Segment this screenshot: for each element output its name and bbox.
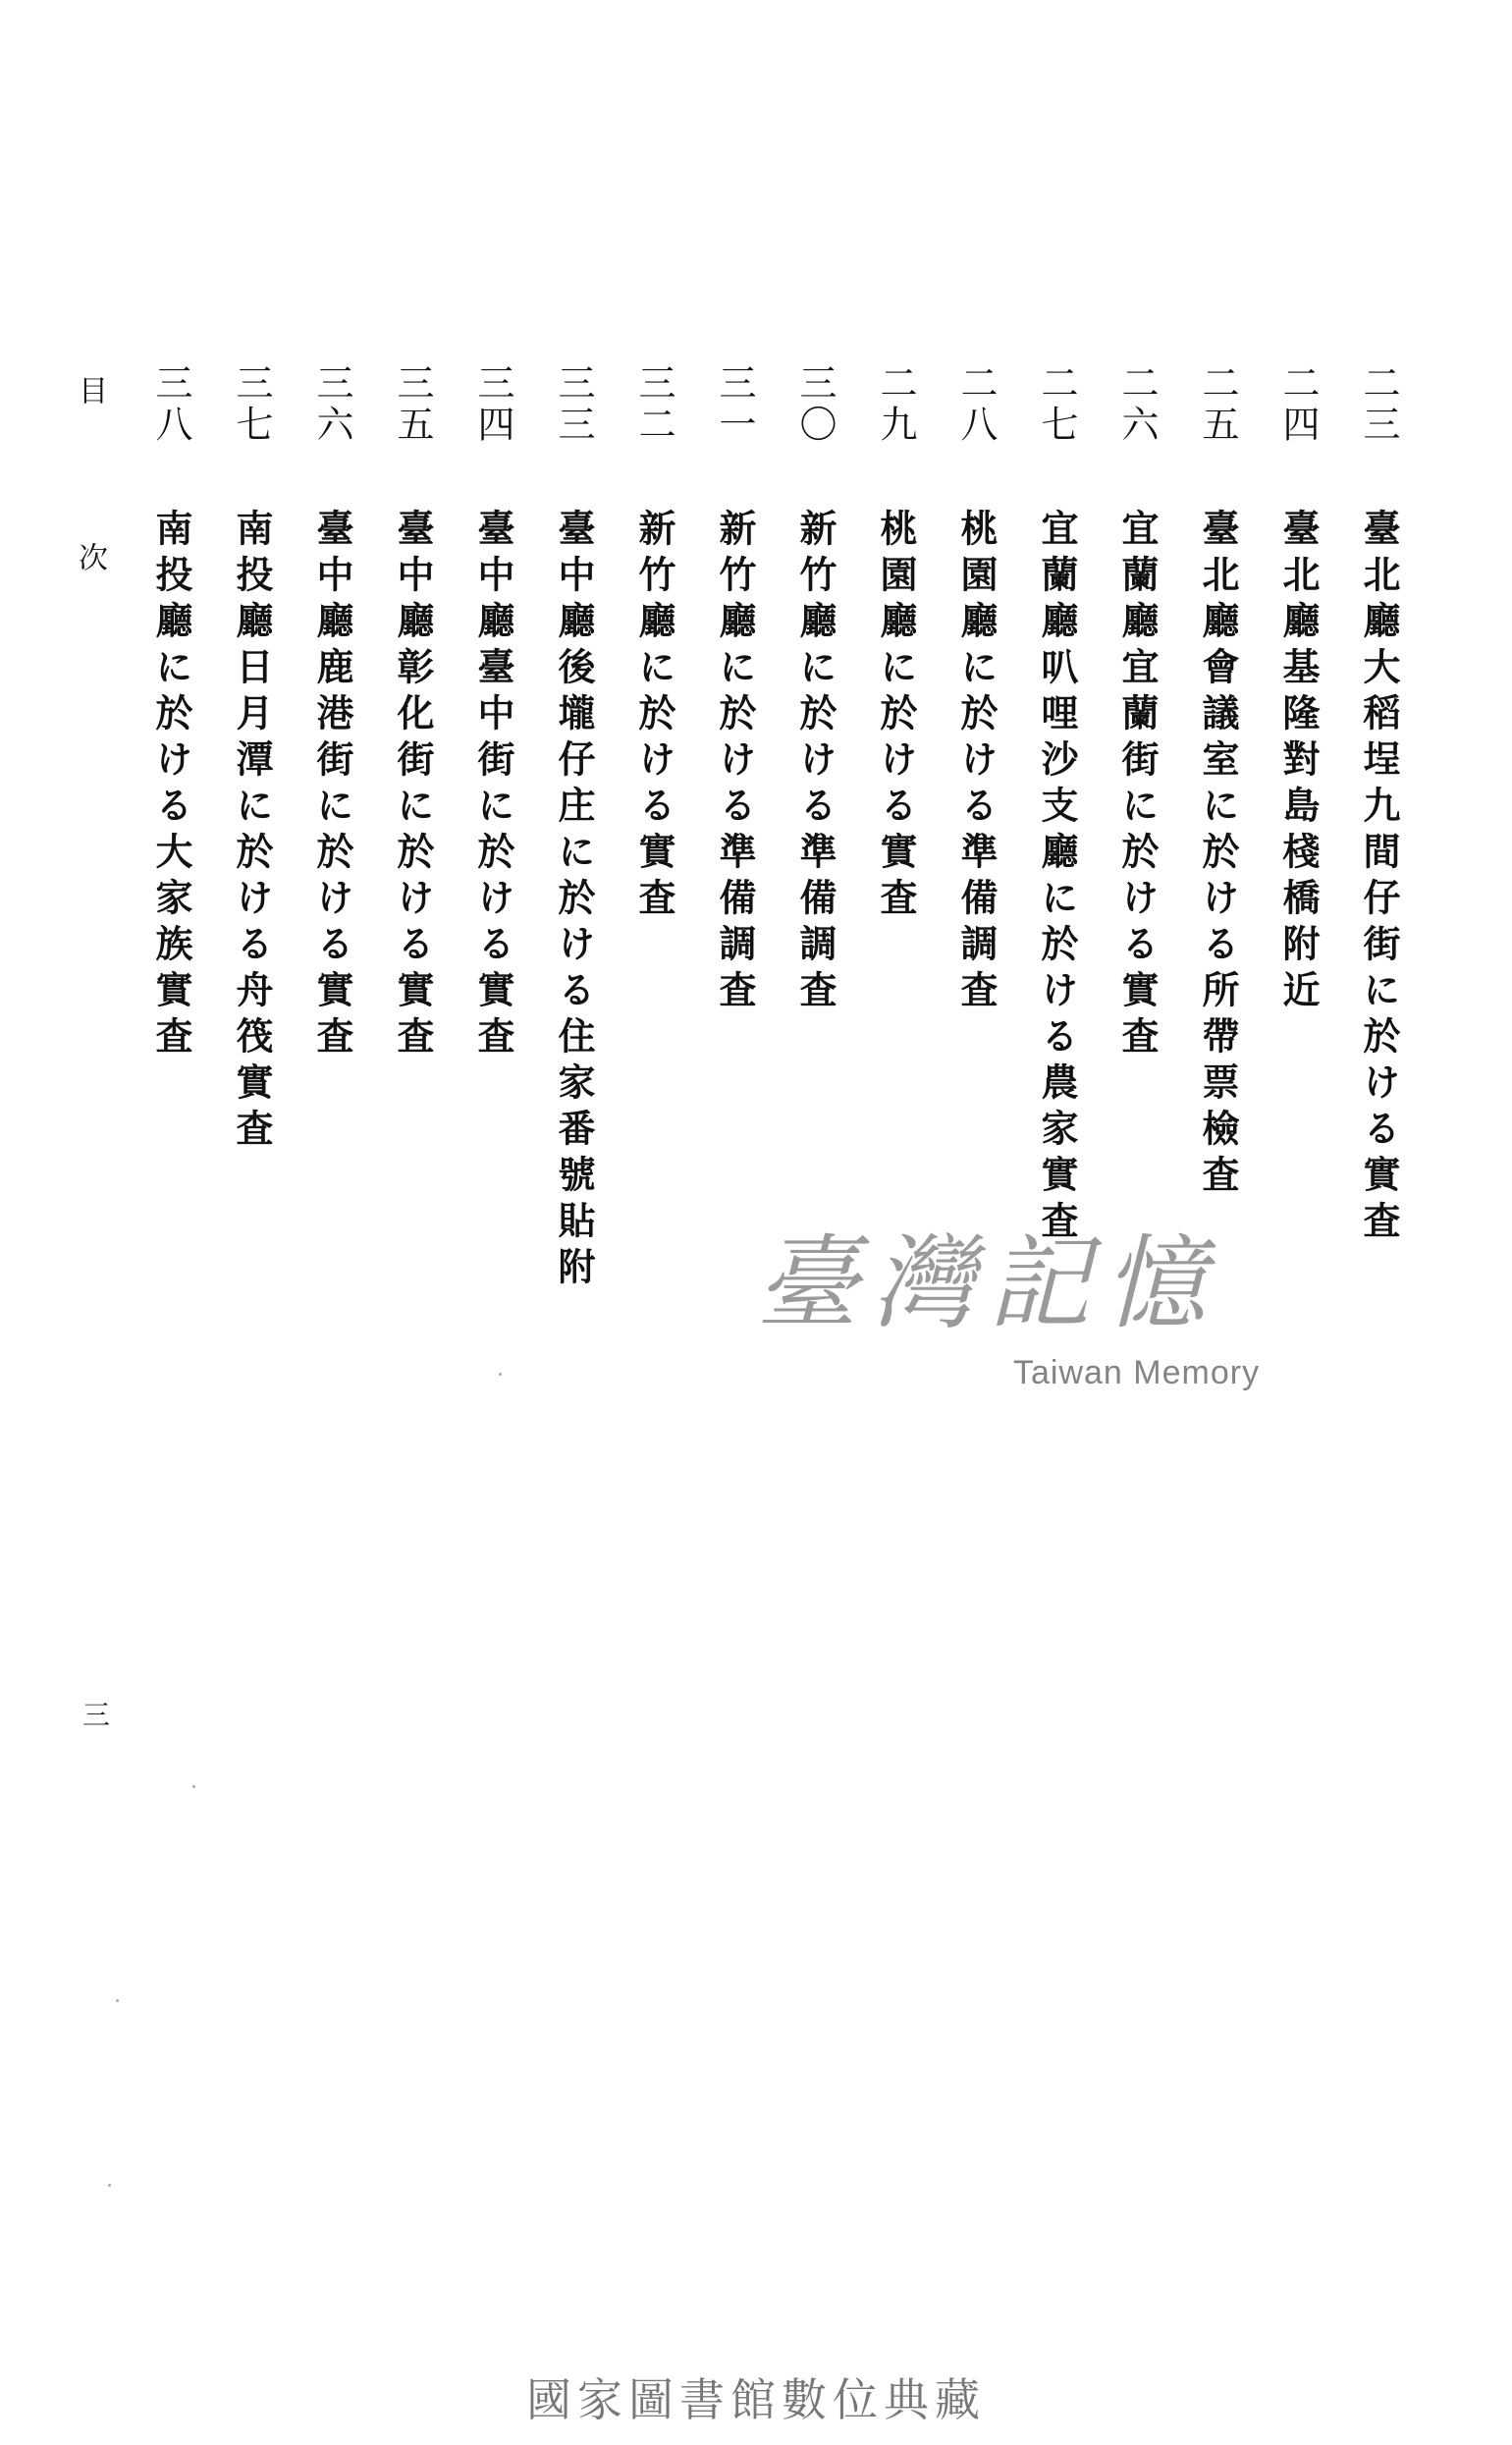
toc-entry[interactable]	[292, 363, 372, 1345]
entry-title: 臺中廳鹿港街に於ける實査	[310, 509, 354, 1062]
entry-title: 南投廳日月潭に於ける舟筏實査	[230, 509, 274, 1155]
taiwan-memory-watermark	[756, 1223, 1306, 1409]
entry-title: 新竹廳に於ける實査	[632, 509, 676, 924]
footer-caption: 國家圖書館數位典藏	[526, 2373, 986, 2426]
entry-number: 二四	[1276, 363, 1320, 446]
toc-entry[interactable]	[1016, 363, 1097, 1345]
entry-title: 臺中廳彰化街に於ける實査	[391, 509, 435, 1062]
toc-entry[interactable]	[1258, 363, 1338, 1345]
running-head: 目次	[73, 375, 107, 709]
table-of-contents	[131, 363, 1419, 1345]
entry-number: 三六	[310, 363, 353, 446]
toc-entry[interactable]	[1097, 363, 1177, 1345]
scan-speck	[116, 1999, 119, 2002]
toc-entry[interactable]	[936, 363, 1016, 1345]
toc-entry[interactable]	[533, 363, 614, 1345]
toc-entry[interactable]	[453, 363, 533, 1345]
toc-entry[interactable]	[372, 363, 453, 1345]
toc-entry[interactable]	[131, 363, 211, 1345]
entry-title: 桃園廳に於ける實査	[874, 509, 918, 924]
entry-number: 三三	[552, 363, 595, 446]
entry-title: 臺北廳基隆對島棧橋附近	[1276, 509, 1321, 1016]
watermark-subtitle: Taiwan Memory	[1013, 1354, 1261, 1391]
entry-number: 三二	[632, 363, 675, 446]
entry-number: 二五	[1196, 363, 1239, 446]
entry-number: 三四	[471, 363, 514, 446]
entry-title: 臺北廳大稻埕九間仔街に於ける實査	[1357, 509, 1401, 1247]
entry-number: 三七	[230, 363, 273, 446]
entry-title: 臺中廳臺中街に於ける實査	[471, 509, 515, 1062]
entry-title: 宜蘭廳叭哩沙支廳に於ける農家實査	[1035, 509, 1079, 1247]
scan-speck	[192, 1785, 195, 1788]
toc-entry[interactable]	[855, 363, 936, 1345]
entry-title: 新竹廳に於ける準備調査	[793, 509, 837, 1016]
toc-entry[interactable]	[1177, 363, 1258, 1345]
toc-entry[interactable]	[775, 363, 855, 1345]
entry-number: 二六	[1115, 363, 1159, 446]
entry-title: 桃園廳に於ける準備調査	[954, 509, 999, 1016]
entry-number: 三一	[713, 363, 756, 446]
entry-number: 二七	[1035, 363, 1078, 446]
entry-title: 南投廳に於ける大家族實査	[149, 509, 193, 1062]
entry-number: 二三	[1357, 363, 1400, 446]
entry-number: 二九	[874, 363, 917, 446]
toc-entry[interactable]	[614, 363, 694, 1345]
entry-title: 臺中廳後壠仔庄に於ける住家番號貼附	[552, 509, 596, 1293]
page-number: 三	[82, 1699, 111, 1731]
toc-entry[interactable]	[211, 363, 292, 1345]
entry-title: 宜蘭廳宜蘭街に於ける實査	[1115, 509, 1160, 1062]
toc-entry[interactable]	[694, 363, 775, 1345]
scan-speck	[108, 2184, 111, 2187]
toc-entry[interactable]	[1338, 363, 1419, 1345]
entry-number: 三五	[391, 363, 434, 446]
entry-title: 新竹廳に於ける準備調査	[713, 509, 757, 1016]
entry-title: 臺北廳會議室に於ける所帶票檢査	[1196, 509, 1240, 1201]
scan-speck	[499, 1373, 502, 1376]
entry-number: 二八	[954, 363, 998, 446]
watermark-logo: 臺灣記憶	[756, 1223, 1220, 1343]
entry-number: 三八	[149, 363, 192, 446]
entry-number: 三〇	[793, 363, 837, 446]
